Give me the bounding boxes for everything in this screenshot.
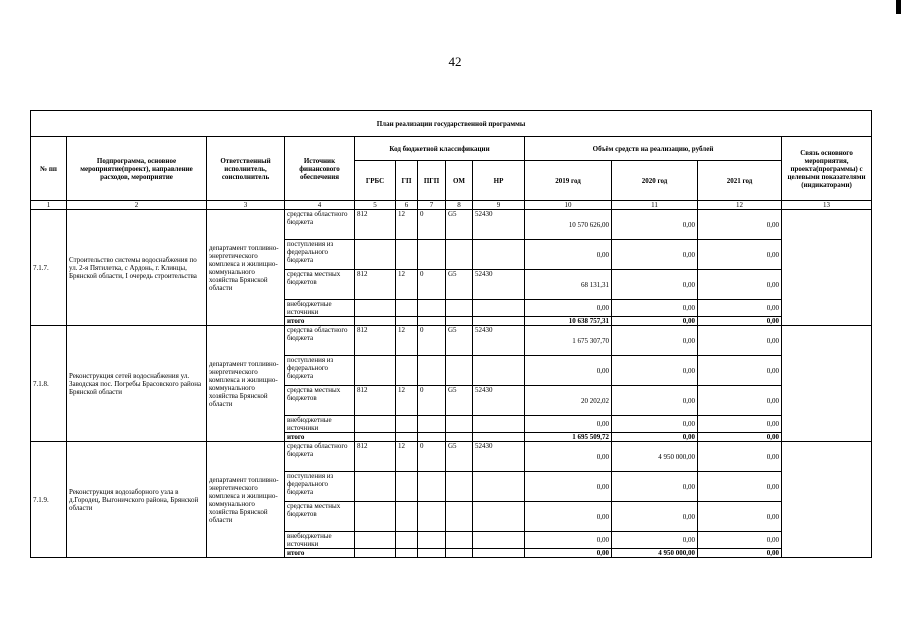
header-om: ОМ (446, 161, 473, 201)
amount-2021: 0,00 (698, 502, 782, 532)
code-om (446, 472, 473, 502)
amount-2021: 0,00 (698, 356, 782, 386)
code-grbs (355, 472, 396, 502)
row-number: 7.1.7. (31, 210, 67, 326)
amount-2021: 0,00 (698, 210, 782, 240)
code-pgp (418, 549, 446, 558)
row-number: 7.1.8. (31, 326, 67, 442)
amount-2019: 20 202,02 (525, 386, 612, 416)
col-number: 9 (473, 201, 525, 210)
col-number: 10 (525, 201, 612, 210)
code-om (446, 549, 473, 558)
header-pgp: ПГП (418, 161, 446, 201)
funding-source: средства областного бюджета (285, 326, 355, 356)
code-grbs (355, 532, 396, 549)
header-2020: 2020 год (612, 161, 698, 201)
code-grbs (355, 416, 396, 433)
code-pgp (418, 433, 446, 442)
header-nr: НР (473, 161, 525, 201)
col-number: 1 (31, 201, 67, 210)
code-nr: 52430 (473, 386, 525, 416)
header-gp: ГП (396, 161, 418, 201)
executor-name: департамент топливно-энергетического комплекса и жилищно-коммунального хозяйства Брянской области (207, 210, 285, 326)
col-number: 13 (782, 201, 872, 210)
funding-source: поступления из федерального бюджета (285, 240, 355, 270)
header-link: Связь основного мероприятия, проекта(программы) с целевыми показателями (индикаторами) (782, 137, 872, 201)
indicator-link (782, 326, 872, 442)
code-pgp (418, 416, 446, 433)
code-gp: 12 (396, 386, 418, 416)
total-2020: 0,00 (612, 317, 698, 326)
code-pgp (418, 300, 446, 317)
row-number: 7.1.9. (31, 442, 67, 558)
header-executor: Ответственный исполнитель, соисполнитель (207, 137, 285, 201)
code-om: G5 (446, 270, 473, 300)
code-om (446, 317, 473, 326)
code-om: G5 (446, 442, 473, 472)
code-om: G5 (446, 210, 473, 240)
code-gp (396, 416, 418, 433)
code-gp (396, 356, 418, 386)
amount-2020: 0,00 (612, 472, 698, 502)
table-row (31, 442, 872, 472)
code-nr: 52430 (473, 270, 525, 300)
code-grbs: 812 (355, 270, 396, 300)
total-2021: 0,00 (698, 317, 782, 326)
code-nr (473, 416, 525, 433)
page-number: 42 (448, 54, 462, 69)
code-gp (396, 532, 418, 549)
table-title: План реализации государственной программы (31, 111, 872, 137)
amount-2021: 0,00 (698, 326, 782, 356)
amount-2020: 0,00 (612, 416, 698, 433)
code-grbs (355, 356, 396, 386)
amount-2019: 68 131,31 (525, 270, 612, 300)
code-nr (473, 549, 525, 558)
code-pgp: 0 (418, 442, 446, 472)
code-nr (473, 472, 525, 502)
header-name: Подпрограмма, основное мероприятие(проект), направление расходов, мероприятие (67, 137, 207, 201)
amount-2019: 0,00 (525, 416, 612, 433)
amount-2021: 0,00 (698, 416, 782, 433)
col-number: 4 (285, 201, 355, 210)
code-gp (396, 472, 418, 502)
header-num: № пп (31, 137, 67, 201)
code-om (446, 532, 473, 549)
event-name: Реконструкция водозаборного узла в д.Городец, Выгоничского района, Брянской области (67, 442, 207, 558)
total-2019: 10 638 757,31 (525, 317, 612, 326)
code-nr (473, 300, 525, 317)
col-number: 6 (396, 201, 418, 210)
code-om (446, 300, 473, 317)
total-2019: 0,00 (525, 549, 612, 558)
code-gp (396, 240, 418, 270)
code-grbs (355, 300, 396, 317)
amount-2020: 0,00 (612, 270, 698, 300)
funding-source: внебюджетные источники (285, 416, 355, 433)
code-grbs: 812 (355, 210, 396, 240)
code-grbs (355, 317, 396, 326)
amount-2019: 0,00 (525, 356, 612, 386)
amount-2020: 0,00 (612, 240, 698, 270)
amount-2021: 0,00 (698, 472, 782, 502)
header-volume: Объём средств на реализацию, рублей (525, 137, 782, 161)
funding-source: средства местных бюджетов (285, 502, 355, 532)
funding-source: средства местных бюджетов (285, 386, 355, 416)
header-budget-code: Код бюджетной классификации (355, 137, 525, 161)
amount-2019: 10 570 626,00 (525, 210, 612, 240)
code-nr (473, 240, 525, 270)
funding-source: поступления из федерального бюджета (285, 356, 355, 386)
code-om (446, 433, 473, 442)
event-name: Реконструкция сетей водоснабжения ул. Заводская пос. Погребы Брасовского района Брянской области (67, 326, 207, 442)
total-2020: 4 950 000,00 (612, 549, 698, 558)
amount-2019: 0,00 (525, 532, 612, 549)
code-om (446, 502, 473, 532)
code-grbs (355, 549, 396, 558)
code-om (446, 356, 473, 386)
total-2019: 1 695 509,72 (525, 433, 612, 442)
col-number: 11 (612, 201, 698, 210)
total-label: итого (285, 433, 355, 442)
code-grbs (355, 502, 396, 532)
header-row-1 (31, 137, 872, 161)
code-om: G5 (446, 326, 473, 356)
col-number: 2 (67, 201, 207, 210)
code-pgp (418, 240, 446, 270)
indicator-link (782, 442, 872, 558)
header-2021: 2021 год (698, 161, 782, 201)
code-nr (473, 317, 525, 326)
code-pgp: 0 (418, 210, 446, 240)
code-om: G5 (446, 386, 473, 416)
column-number-row (31, 201, 872, 210)
code-grbs (355, 433, 396, 442)
code-gp: 12 (396, 210, 418, 240)
code-gp (396, 300, 418, 317)
total-2020: 0,00 (612, 433, 698, 442)
amount-2020: 0,00 (612, 386, 698, 416)
amount-2021: 0,00 (698, 532, 782, 549)
code-gp (396, 433, 418, 442)
amount-2021: 0,00 (698, 442, 782, 472)
code-gp (396, 549, 418, 558)
col-number: 5 (355, 201, 396, 210)
code-nr: 52430 (473, 210, 525, 240)
code-gp: 12 (396, 270, 418, 300)
total-2021: 0,00 (698, 433, 782, 442)
code-gp: 12 (396, 442, 418, 472)
amount-2020: 0,00 (612, 210, 698, 240)
code-pgp (418, 317, 446, 326)
code-nr (473, 532, 525, 549)
funding-source: поступления из федерального бюджета (285, 472, 355, 502)
indicator-link (782, 210, 872, 326)
code-om (446, 240, 473, 270)
scan-edge-mark (896, 0, 901, 14)
code-gp (396, 502, 418, 532)
code-pgp: 0 (418, 326, 446, 356)
amount-2019: 0,00 (525, 240, 612, 270)
code-pgp: 0 (418, 270, 446, 300)
code-grbs: 812 (355, 326, 396, 356)
header-source: Источник финансового обеспечения (285, 137, 355, 201)
amount-2019: 0,00 (525, 442, 612, 472)
code-nr (473, 356, 525, 386)
col-number: 7 (418, 201, 446, 210)
event-name: Строительство системы водоснабжения по ул. 2-я Пятилетка, с Ардонь, г. Клинцы, Брянской области, I очередь строительства (67, 210, 207, 326)
code-gp (396, 317, 418, 326)
total-label: итого (285, 317, 355, 326)
code-pgp: 0 (418, 386, 446, 416)
col-number: 8 (446, 201, 473, 210)
funding-source: средства местных бюджетов (285, 270, 355, 300)
code-grbs: 812 (355, 386, 396, 416)
amount-2021: 0,00 (698, 386, 782, 416)
code-grbs (355, 240, 396, 270)
header-2019: 2019 год (525, 161, 612, 201)
plan-table (30, 110, 872, 558)
funding-source: средства областного бюджета (285, 210, 355, 240)
executor-name: департамент топливно-энергетического комплекса и жилищно-коммунального хозяйства Брянской области (207, 326, 285, 442)
amount-2021: 0,00 (698, 240, 782, 270)
code-grbs: 812 (355, 442, 396, 472)
code-pgp (418, 356, 446, 386)
amount-2019: 0,00 (525, 472, 612, 502)
amount-2020: 0,00 (612, 356, 698, 386)
amount-2019: 0,00 (525, 502, 612, 532)
table-row (31, 326, 872, 356)
code-nr (473, 433, 525, 442)
amount-2021: 0,00 (698, 300, 782, 317)
code-nr: 52430 (473, 442, 525, 472)
amount-2020: 0,00 (612, 300, 698, 317)
code-gp: 12 (396, 326, 418, 356)
table-row (31, 210, 872, 240)
amount-2021: 0,00 (698, 270, 782, 300)
code-pgp (418, 472, 446, 502)
total-label: итого (285, 549, 355, 558)
funding-source: внебюджетные источники (285, 532, 355, 549)
amount-2019: 1 675 307,70 (525, 326, 612, 356)
col-number: 12 (698, 201, 782, 210)
executor-name: департамент топливно-энергетического комплекса и жилищно-коммунального хозяйства Брянской области (207, 442, 285, 558)
total-2021: 0,00 (698, 549, 782, 558)
funding-source: средства областного бюджета (285, 442, 355, 472)
amount-2020: 4 950 000,00 (612, 442, 698, 472)
amount-2019: 0,00 (525, 300, 612, 317)
code-nr (473, 502, 525, 532)
amount-2020: 0,00 (612, 326, 698, 356)
title-row (31, 111, 872, 137)
code-pgp (418, 502, 446, 532)
amount-2020: 0,00 (612, 532, 698, 549)
code-nr: 52430 (473, 326, 525, 356)
code-pgp (418, 532, 446, 549)
code-om (446, 416, 473, 433)
funding-source: внебюджетные источники (285, 300, 355, 317)
col-number: 3 (207, 201, 285, 210)
header-grbs: ГРБС (355, 161, 396, 201)
amount-2020: 0,00 (612, 502, 698, 532)
